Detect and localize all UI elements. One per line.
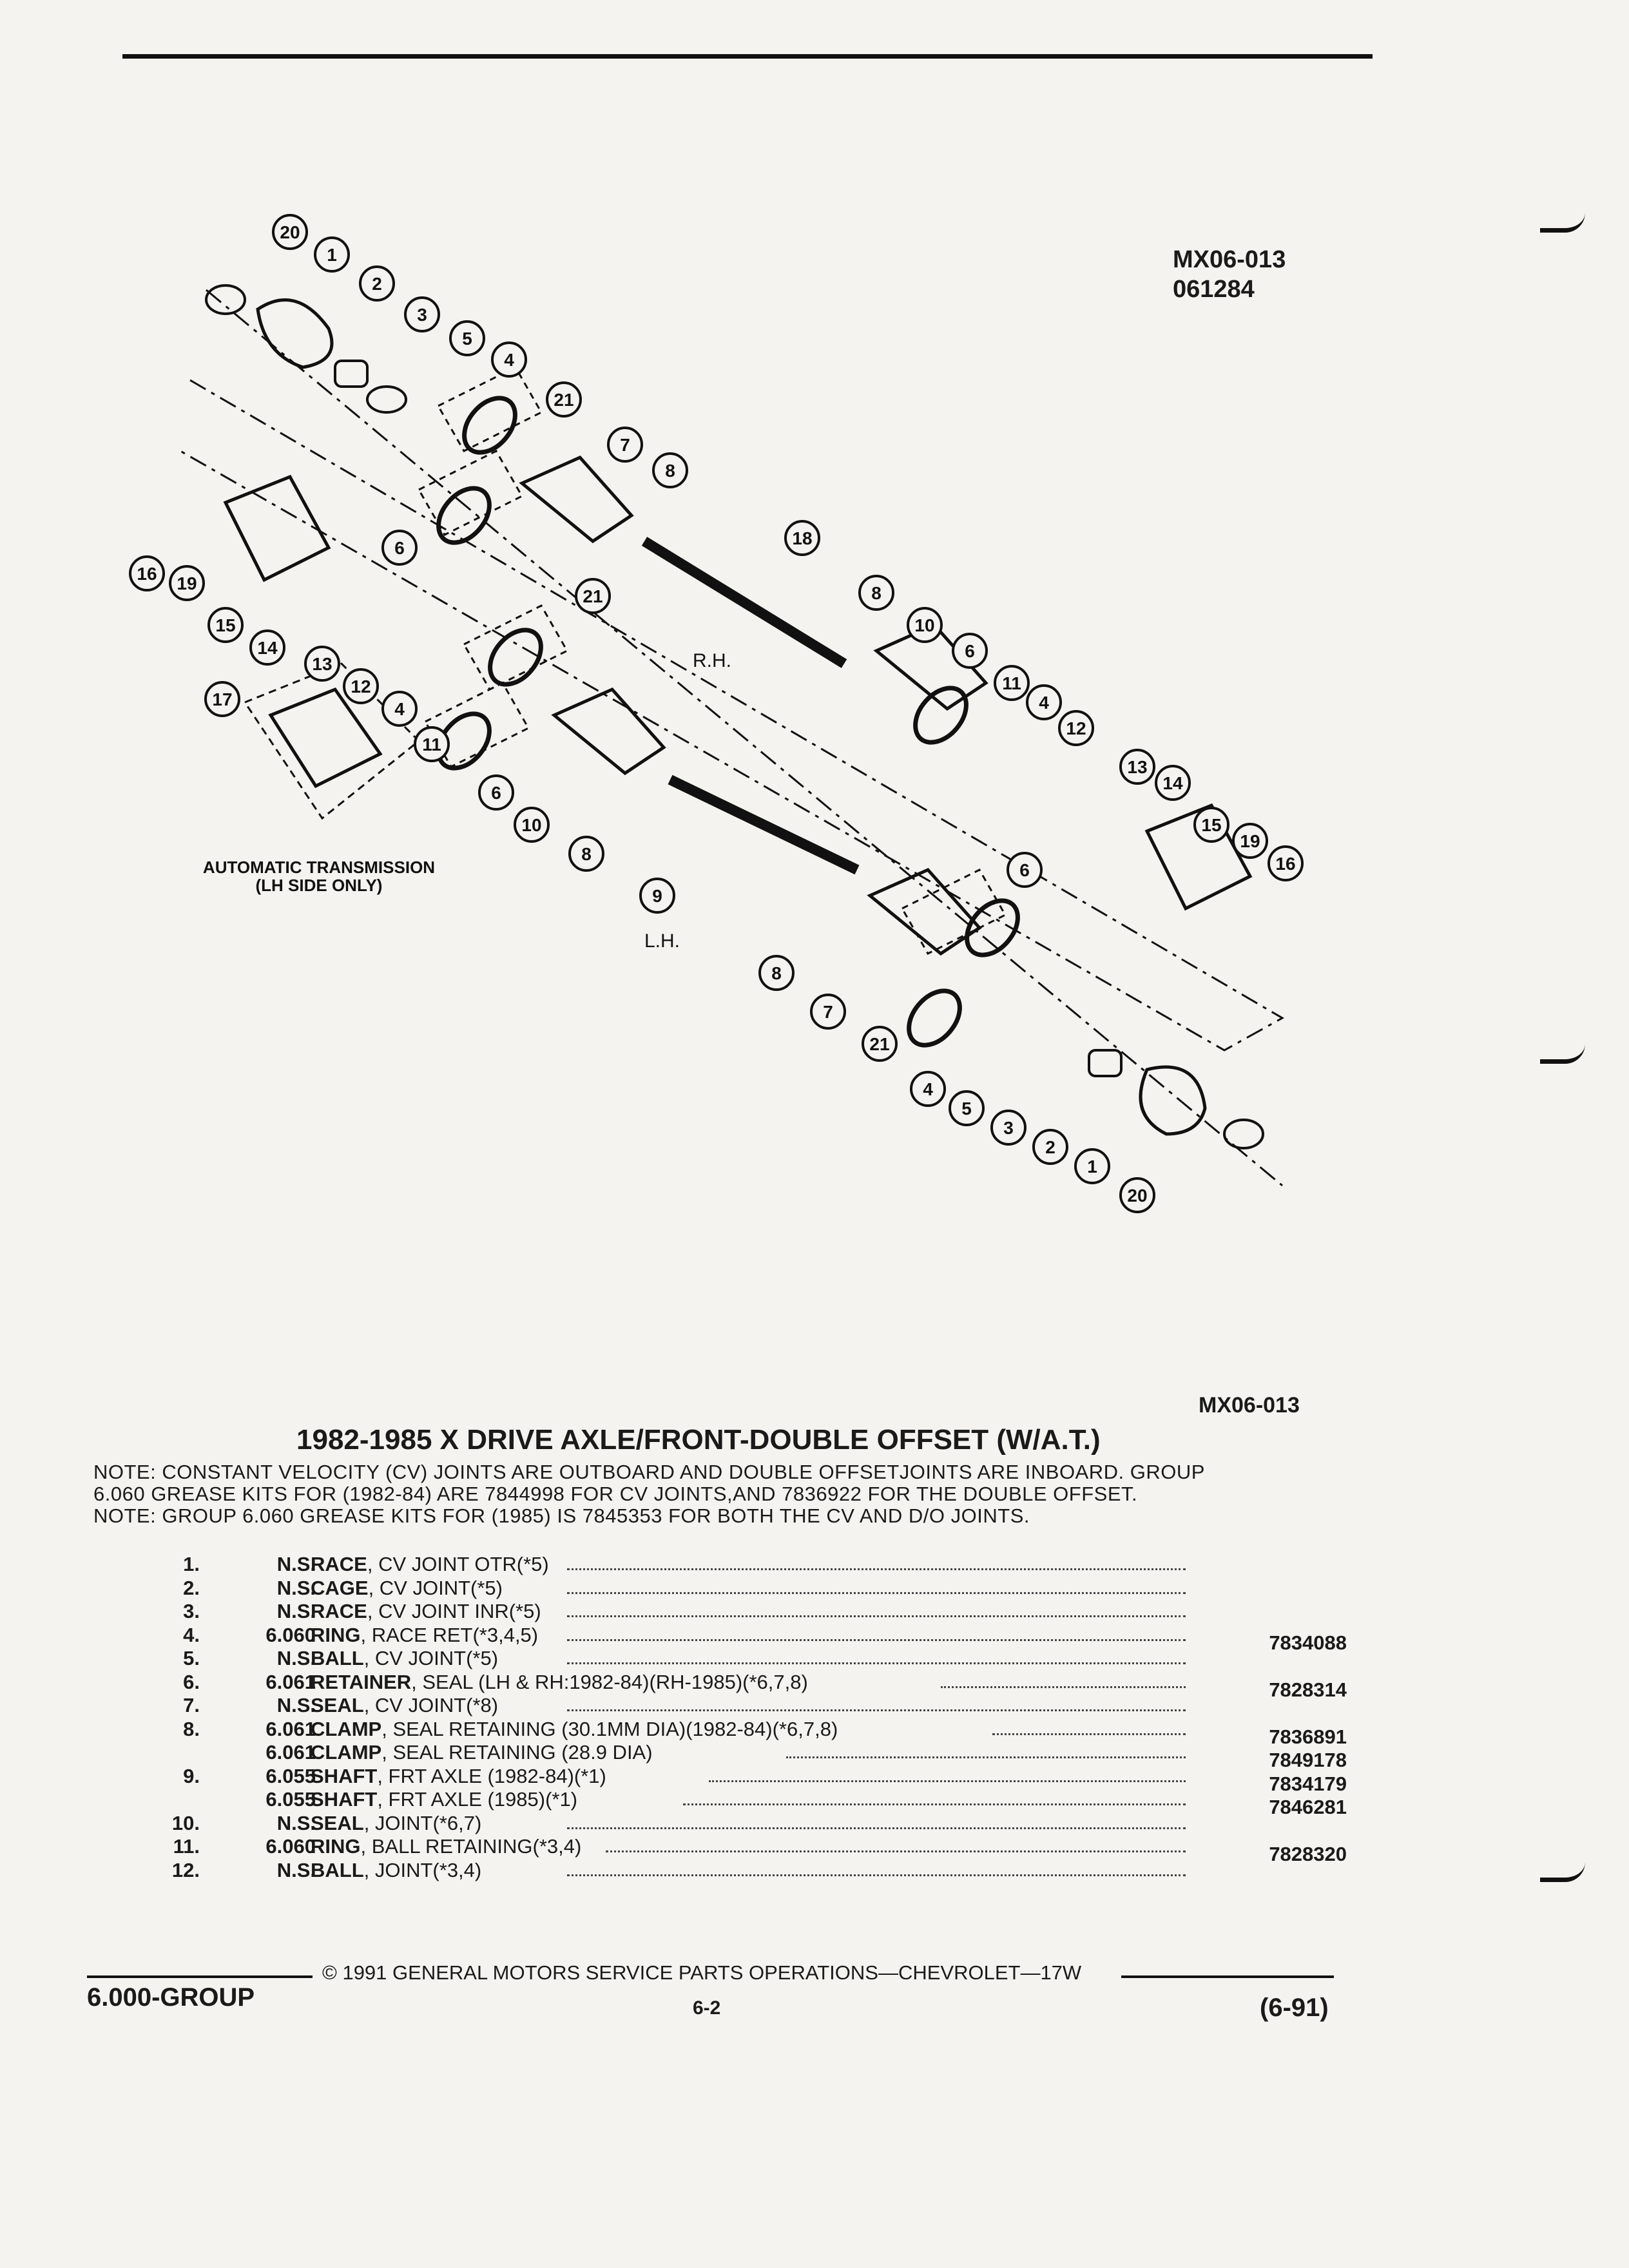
svg-text:8: 8: [871, 583, 882, 603]
figure-code: MX06-013: [1173, 246, 1286, 273]
svg-text:4: 4: [923, 1079, 933, 1099]
part-row: 11. 6.060 RING, BALL RETAINING(*3,4) 7828320: [173, 1835, 1347, 1865]
part-row: 8. 6.061 CLAMP, SEAL RETAINING (30.1MM DIA)(1982-84)(*6,7,8) 7836891: [183, 1717, 1347, 1748]
svg-text:15: 15: [215, 615, 236, 635]
callout-4-left: [383, 692, 416, 726]
svg-text:19: 19: [1240, 831, 1260, 851]
footer-rule-right: [1121, 1975, 1334, 1978]
svg-text:21: 21: [869, 1034, 890, 1054]
svg-text:10: 10: [914, 615, 935, 635]
svg-text:13: 13: [312, 654, 333, 674]
svg-text:18: 18: [792, 528, 813, 548]
callout-3-top: [405, 298, 439, 331]
callout-21-mid: [576, 579, 610, 613]
part-row: 4. 6.060 RING, RACE RET(*3,4,5) 7834088: [183, 1623, 1347, 1654]
callout-8-lh: [760, 956, 793, 990]
callout-13-left: [305, 647, 339, 680]
svg-text:8: 8: [771, 963, 782, 983]
callout-16-left: [130, 557, 164, 590]
svg-text:4: 4: [394, 699, 405, 719]
callout-13-rh: [1121, 750, 1154, 783]
callout-1-lh: [1075, 1149, 1109, 1183]
part-row: 7. N.S. SEAL, CV JOINT(*8): [148, 1694, 1373, 1718]
svg-text:12: 12: [1066, 718, 1086, 738]
part-row: 9. 6.055 SHAFT, FRT AXLE (1982-84)(*1) 7834179: [183, 1764, 1347, 1795]
svg-text:6: 6: [491, 783, 501, 803]
callout-4-lh: [911, 1072, 945, 1106]
callout-5-lh: [950, 1091, 983, 1125]
callout-8-mid: [570, 837, 603, 870]
caption-figure-code: MX06-013: [1199, 1393, 1300, 1418]
svg-text:12: 12: [351, 677, 371, 697]
figure-date: 061284: [1173, 276, 1255, 303]
callout-15-rh: [1195, 808, 1228, 841]
part-row: 2. N.S. CAGE, CV JOINT(*5): [148, 1577, 1373, 1600]
binding-mark: [1540, 213, 1585, 233]
part-row: 12. N.S. BALL, JOINT(*3,4): [148, 1859, 1373, 1883]
callout-5-top: [450, 322, 484, 355]
footer-date: (6-91): [1260, 1994, 1329, 2022]
footer-rule-left: [87, 1975, 313, 1978]
callout-8-top: [653, 454, 687, 487]
parts-list: [148, 1553, 1373, 1882]
callout-7-lh: [811, 995, 845, 1028]
svg-text:21: 21: [583, 586, 603, 606]
note-line: NOTE: CONSTANT VELOCITY (CV) JOINTS ARE OUTBOARD AND DOUBLE OFFSETJOINTS ARE INBOARD. GROUP: [93, 1461, 1205, 1483]
svg-text:3: 3: [417, 305, 427, 325]
svg-text:5: 5: [961, 1099, 972, 1119]
svg-text:16: 16: [1275, 854, 1296, 874]
callout-19-left: [170, 566, 204, 600]
auto-trans-label-line1: AUTOMATIC TRANSMISSION: [202, 858, 436, 877]
svg-text:1: 1: [327, 245, 337, 265]
svg-text:9: 9: [652, 886, 662, 906]
callout-4-top: [492, 343, 526, 376]
svg-text:20: 20: [280, 222, 300, 242]
svg-text:16: 16: [137, 564, 157, 584]
callout-11-rh: [995, 666, 1028, 700]
callout-4-rh: [1027, 686, 1061, 719]
svg-text:4: 4: [1039, 693, 1049, 713]
callout-14-rh: [1156, 766, 1190, 800]
svg-text:3: 3: [1003, 1118, 1014, 1138]
svg-text:11: 11: [422, 735, 441, 754]
callout-17: [206, 682, 239, 716]
callout-6-rh: [953, 634, 987, 668]
svg-text:7: 7: [823, 1002, 833, 1022]
svg-text:6: 6: [1019, 860, 1030, 880]
svg-text:19: 19: [177, 573, 197, 593]
exploded-drive-axle-diagram: [103, 180, 1392, 1289]
svg-text:2: 2: [1045, 1137, 1055, 1157]
callout-12-left: [344, 669, 378, 703]
callout-21-top: [547, 383, 581, 416]
part-row: 6.061 CLAMP, SEAL RETAINING (28.9 DIA) 7849178: [265, 1741, 1347, 1771]
callout-6-lh: [1008, 853, 1041, 887]
svg-text:7: 7: [620, 435, 630, 455]
callout-16-rh: [1269, 847, 1302, 880]
callout-20-lh: [1121, 1178, 1154, 1212]
footer-copyright: © 1991 GENERAL MOTORS SERVICE PARTS OPERATIONS—CHEVROLET—17W: [322, 1961, 1082, 1984]
part-row: 5. N.S. BALL, CV JOINT(*5): [148, 1647, 1373, 1671]
svg-text:4: 4: [504, 350, 514, 370]
svg-text:17: 17: [212, 689, 233, 709]
callout-15-left: [209, 608, 242, 642]
callout-3-lh: [992, 1111, 1025, 1144]
callout-14-left: [251, 631, 284, 664]
callout-20-top: [273, 215, 307, 249]
svg-text:13: 13: [1127, 757, 1148, 777]
callout-1-top: [315, 238, 349, 271]
svg-text:6: 6: [965, 641, 975, 661]
callout-2-lh: [1034, 1130, 1067, 1164]
callout-6-upper: [383, 531, 416, 564]
svg-text:15: 15: [1201, 815, 1222, 835]
svg-text:8: 8: [581, 844, 592, 864]
auto-trans-label-line2: (LH SIDE ONLY): [255, 876, 383, 895]
svg-text:20: 20: [1127, 1186, 1148, 1206]
part-row: 3. N.S. RACE, CV JOINT INR(*5): [148, 1600, 1373, 1624]
svg-text:10: 10: [521, 815, 542, 835]
lh-label: L.H.: [644, 930, 680, 952]
callout-10-rh: [908, 608, 941, 642]
part-row: 10. N.S. SEAL, JOINT(*6,7): [148, 1812, 1373, 1836]
footer-group: 6.000-GROUP: [87, 1983, 255, 2012]
svg-text:11: 11: [1002, 673, 1021, 693]
notes-block: [93, 1461, 1205, 1527]
callout-8-rh: [860, 576, 893, 610]
part-row: 6. 6.061 RETAINER, SEAL (LH & RH:1982-84)(RH-1985)(*6,7,8) 7828314: [183, 1670, 1347, 1701]
svg-text:6: 6: [394, 538, 405, 558]
page-title: 1982-1985 X DRIVE AXLE/FRONT-DOUBLE OFFSET (W/A.T.): [296, 1424, 1101, 1456]
svg-text:8: 8: [665, 461, 675, 481]
svg-text:21: 21: [554, 390, 574, 410]
rh-label: R.H.: [693, 650, 731, 671]
part-row: 6.055 SHAFT, FRT AXLE (1985)(*1) 7846281: [265, 1788, 1347, 1818]
callout-21-lh: [863, 1027, 896, 1061]
callout-10-mid: [515, 808, 548, 841]
callout-11-left: [415, 727, 448, 761]
part-row: 1. N.S. RACE, CV JOINT OTR(*5): [148, 1553, 1373, 1577]
callout-18: [786, 521, 819, 555]
note-line: 6.060 GREASE KITS FOR (1982-84) ARE 7844998 FOR CV JOINTS,AND 7836922 FOR THE DOUBLE OFFSET.: [93, 1483, 1138, 1505]
note-line: NOTE: GROUP 6.060 GREASE KITS FOR (1985) IS 7845353 FOR BOTH THE CV AND D/O JOINTS.: [93, 1504, 1030, 1527]
svg-text:14: 14: [1162, 773, 1183, 793]
callout-7-top: [608, 428, 642, 461]
footer-page-number: 6-2: [693, 1997, 721, 2019]
binding-mark: [1540, 1044, 1585, 1064]
svg-text:2: 2: [372, 274, 382, 294]
binding-mark: [1540, 1862, 1585, 1882]
callout-12-rh: [1059, 711, 1093, 745]
callout-6-mid: [479, 776, 513, 809]
callout-9: [641, 879, 674, 912]
svg-text:5: 5: [462, 329, 472, 349]
callout-19-rh: [1233, 824, 1267, 858]
svg-text:1: 1: [1087, 1157, 1097, 1177]
svg-text:14: 14: [257, 638, 278, 658]
top-rule: [122, 54, 1373, 59]
callout-2-top: [360, 267, 394, 300]
